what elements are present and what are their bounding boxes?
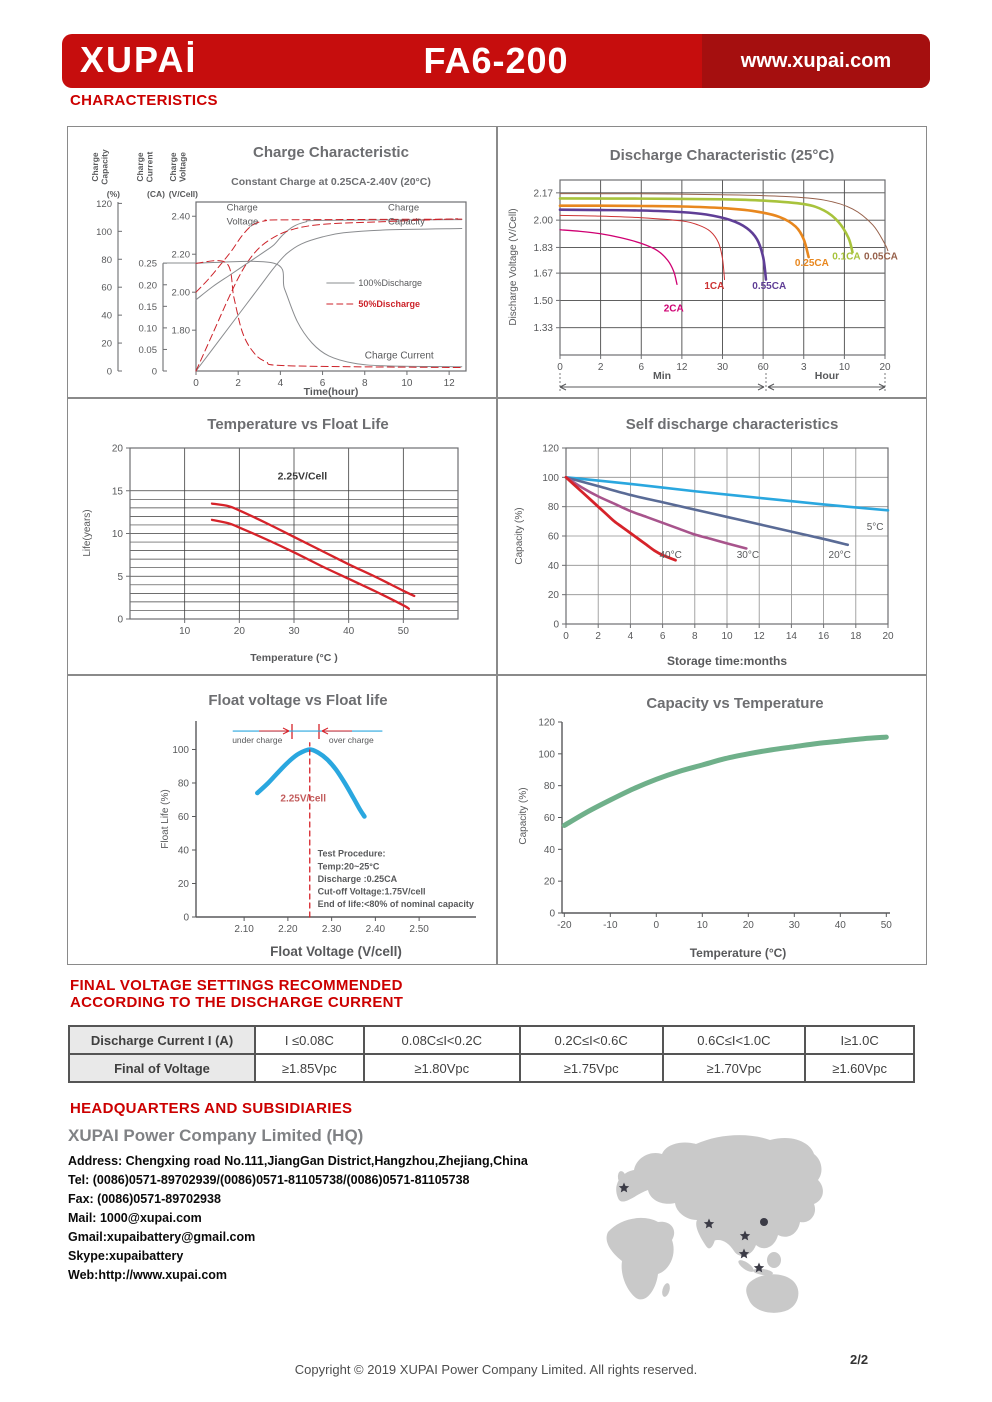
chart-text: -10 xyxy=(603,920,618,931)
chart-text: 0 xyxy=(549,908,555,920)
chart-text: 2 xyxy=(595,631,601,642)
chart-text: 10 xyxy=(838,362,850,373)
chart-text: 8 xyxy=(361,378,368,389)
chart-text: 2.00 xyxy=(171,287,190,299)
chart-text: -20 xyxy=(557,920,572,931)
chart-text: 2.25V/Cell xyxy=(277,470,328,483)
chart-text: 4 xyxy=(277,378,284,389)
final-voltage-heading xyxy=(70,977,403,1011)
final-voltage-table xyxy=(68,1025,915,1083)
value-cell: 0.08C≤I<0.2C xyxy=(364,1026,520,1054)
chart-text: 40 xyxy=(101,310,112,322)
chart-text: 20 xyxy=(742,920,754,931)
chart-text: 10 xyxy=(111,529,123,540)
contact-line: Skype:xupaibattery xyxy=(68,1249,184,1263)
discharge-characteristic-panel xyxy=(497,126,927,398)
chart-text: 0 xyxy=(557,362,563,373)
chart-text: (%) xyxy=(106,189,120,199)
chart-text: 6 xyxy=(659,631,666,642)
chart-text: 12 xyxy=(676,362,688,373)
chart-text: 0.25CA xyxy=(794,257,829,269)
chart-text: 0 xyxy=(151,366,157,378)
chart-text: Voltage xyxy=(226,216,259,228)
chart-text: 100%Discharge xyxy=(358,277,422,288)
chart-text: Capacity xyxy=(387,216,425,228)
island-borneo xyxy=(767,1252,781,1268)
chart-text: 100 xyxy=(542,472,559,484)
contact-line: Mail: 1000@xupai.com xyxy=(68,1211,202,1225)
chart-text: 80 xyxy=(547,502,559,514)
chart-text: Min xyxy=(652,370,672,382)
chart-text: 40 xyxy=(177,845,189,857)
axis-(%) xyxy=(90,149,122,377)
chart-text: under charge xyxy=(232,734,283,745)
chart-text: 6 xyxy=(638,362,645,373)
chart-text: (V/Cell) xyxy=(168,189,198,199)
characteristics-heading: CHARACTERISTICS xyxy=(70,92,218,109)
chart-text: 2.30 xyxy=(321,924,342,935)
chart-text: 10 xyxy=(696,920,708,931)
chart-text: 100 xyxy=(172,744,189,756)
series-capacity-vs-temperature xyxy=(564,737,886,825)
chart-text: 20 xyxy=(177,878,189,890)
chart-text: Test Procedure: xyxy=(317,848,386,859)
chart-text: 80 xyxy=(101,254,112,266)
chart-text: 1.80 xyxy=(171,325,190,337)
value-cell: ≥1.60Vpc xyxy=(805,1054,914,1082)
value-cell: ≥1.75Vpc xyxy=(520,1054,663,1082)
chart-text: 120 xyxy=(542,443,559,455)
chart-text: 30 xyxy=(788,920,800,931)
chart-text: 0.15 xyxy=(138,301,157,313)
chart-text: 16 xyxy=(818,631,830,642)
table-row xyxy=(69,1026,914,1054)
chart-text: Charge Current xyxy=(364,350,434,362)
chart-text: 0.05CA xyxy=(863,251,898,263)
chart-text: Cut-off Voltage:1.75V/cell xyxy=(317,886,426,897)
charge-characteristic-chart xyxy=(68,127,496,397)
chart-text: Charge xyxy=(135,152,145,182)
charge-characteristic-panel xyxy=(67,126,497,398)
x-axis-label: Temperature (°C ) xyxy=(250,652,338,664)
self-discharge-chart xyxy=(498,399,926,674)
chart-text: 5 xyxy=(117,571,123,583)
range-arrows xyxy=(560,370,885,392)
contact-line: Fax: (0086)0571-89702938 xyxy=(68,1192,221,1206)
chart-text: Current xyxy=(144,151,155,183)
chart-text: 40 xyxy=(343,626,355,637)
value-cell: I ≤0.08C xyxy=(255,1026,364,1054)
chart-text: 80 xyxy=(543,781,555,793)
series-charge-capacity-50% xyxy=(196,219,458,371)
chart-text: Charge xyxy=(168,152,178,182)
copyright-text: Copyright © 2019 XUPAI Power Company Limited. All rights reserved. xyxy=(294,1362,698,1377)
value-cell: ≥1.80Vpc xyxy=(364,1054,520,1082)
chart-text: 6 xyxy=(319,378,326,389)
world-map xyxy=(578,1120,838,1335)
row-header-cell: Final of Voltage xyxy=(69,1054,255,1082)
final-voltage-heading-line1: FINAL VOLTAGE SETTINGS RECOMMENDED xyxy=(70,977,403,994)
chart-text: 50 xyxy=(397,626,409,637)
chart-text: 40 xyxy=(547,560,559,572)
chart-text: 30 xyxy=(716,362,729,373)
chart-text: Charge xyxy=(387,202,420,214)
chart-text: 1.83 xyxy=(533,242,553,254)
y-axis-label: Discharge Voltage (V/Cell) xyxy=(508,208,519,326)
website-badge[interactable]: www.xupai.com xyxy=(702,34,930,88)
chart-text: 0.20 xyxy=(138,280,157,292)
y-axis-label: Life(years) xyxy=(82,509,93,557)
x-axis-label: Temperature (°C) xyxy=(689,946,787,960)
brand-logo: XUPAİ xyxy=(80,39,198,80)
chart-title: Discharge Characteristic (25°C) xyxy=(609,147,835,164)
chart-text: 2 xyxy=(597,362,604,373)
page-number: 2/2 xyxy=(850,1352,869,1367)
temperature-float-life-panel xyxy=(67,398,497,675)
company-contact-block xyxy=(68,1152,568,1285)
chart-text: 60 xyxy=(757,362,769,373)
chart-text: 0.1CA xyxy=(832,251,861,263)
chart-text: 1CA xyxy=(704,281,725,293)
chart-text: 2.20 xyxy=(278,924,298,935)
chart-labels xyxy=(232,735,474,909)
chart-text: 60 xyxy=(543,813,555,824)
chart-text: 5°C xyxy=(866,522,884,534)
chart-text: 10 xyxy=(721,631,733,642)
temperature-float-life-chart xyxy=(68,399,496,674)
chart-text: 20 xyxy=(879,362,891,373)
chart-text: 100 xyxy=(538,749,555,761)
x-axis-label: Storage time:months xyxy=(666,654,788,668)
chart-text: 2CA xyxy=(663,303,684,315)
chart-text: 30 xyxy=(288,626,300,637)
chart-text: 60 xyxy=(177,811,189,823)
chart-text: 1.50 xyxy=(533,295,553,307)
series-self-discharge-40C xyxy=(566,477,675,560)
contact-line: Gmail:xupaibattery@gmail.com xyxy=(68,1230,256,1244)
chart-text: Voltage xyxy=(177,151,188,183)
chart-text: 0.55CA xyxy=(752,281,787,293)
chart-text: 1.33 xyxy=(533,323,553,335)
location-dot-marker xyxy=(760,1218,768,1226)
chart-text: 12 xyxy=(443,378,455,389)
x-axis-label: Float Voltage (V/cell) xyxy=(270,944,402,959)
y-axis-label: Capacity (%) xyxy=(514,507,525,565)
chart-text: 0 xyxy=(553,619,559,631)
chart-subtitle: Constant Charge at 0.25CA-2.40V (20°C) xyxy=(231,176,431,188)
chart-text: (CA) xyxy=(147,189,165,199)
x-axis-label: Time(hour) xyxy=(303,386,359,397)
chart-text: 40°C xyxy=(659,550,682,561)
chart-text: Capacity xyxy=(99,149,110,185)
chart-text: 20 xyxy=(547,590,559,602)
chart-text: 0 xyxy=(106,366,112,378)
series-discharge-2CA xyxy=(560,230,677,285)
chart-text: 3 xyxy=(800,362,807,373)
chart-text: 50%Discharge xyxy=(358,298,420,309)
chart-text: 50 xyxy=(880,920,892,931)
chart-text: 2.50 xyxy=(409,924,429,935)
chart-text: 0 xyxy=(117,614,123,626)
chart-text: Charge xyxy=(226,202,258,214)
axis-(V/Cell) xyxy=(168,152,198,337)
chart-text: 0.05 xyxy=(138,344,157,356)
chart-text: 0 xyxy=(653,920,660,931)
value-cell: ≥1.70Vpc xyxy=(663,1054,806,1082)
contact-line: Address: Chengxing road No.111,JiangGan District,Hangzhou,Zhejiang,China xyxy=(68,1154,528,1168)
chart-text: 20 xyxy=(111,443,123,455)
chart-text: 60 xyxy=(547,531,559,543)
chart-text: End of life:<80% of nominal capacity xyxy=(317,898,474,909)
float-voltage-chart xyxy=(68,676,496,964)
island-madagascar xyxy=(661,1282,671,1297)
chart-text: 0.10 xyxy=(138,323,157,335)
chart-text: 4 xyxy=(627,631,634,642)
series-float-life-upper xyxy=(212,504,414,596)
y-axis-label: Float Life (%) xyxy=(160,789,171,849)
chart-text: 2.17 xyxy=(533,188,553,200)
value-cell: 0.6C≤I<1.0C xyxy=(663,1026,806,1054)
grid xyxy=(566,448,888,624)
chart-text: 2.10 xyxy=(234,924,254,935)
chart-text: 12 xyxy=(753,631,765,642)
discharge-characteristic-chart xyxy=(498,127,926,397)
chart-text: 0.25 xyxy=(138,258,157,270)
chart-title: Self discharge characteristics xyxy=(625,416,839,433)
chart-title: Capacity vs Temperature xyxy=(646,695,824,712)
chart-text: 8 xyxy=(692,631,698,642)
charts-grid xyxy=(67,126,927,965)
chart-text: 2.00 xyxy=(533,215,553,227)
chart-text: 15 xyxy=(111,486,123,498)
axes xyxy=(538,718,892,932)
chart-text: 2 xyxy=(235,378,241,389)
model-title: FA6-200 xyxy=(423,40,569,81)
chart-text: 30°C xyxy=(736,550,760,561)
headquarters-heading: HEADQUARTERS AND SUBSIDIARIES xyxy=(70,1100,353,1117)
chart-text: Charge xyxy=(90,152,100,182)
chart-text: 14 xyxy=(785,631,797,642)
value-cell: ≥1.85Vpc xyxy=(255,1054,364,1082)
capacity-temperature-panel xyxy=(497,675,927,965)
chart-title: Float voltage vs Float life xyxy=(208,692,388,709)
chart-labels xyxy=(227,202,434,361)
chart-title: Charge Characteristic xyxy=(253,144,409,161)
value-cell: 0.2C≤I<0.6C xyxy=(520,1026,663,1054)
chart-text: 2.25V/cell xyxy=(280,793,326,805)
contact-line: Web:http://www.xupai.com xyxy=(68,1268,228,1282)
chart-text: 80 xyxy=(177,778,189,790)
chart-text: 20 xyxy=(233,626,245,637)
self-discharge-panel xyxy=(497,398,927,675)
chart-labels xyxy=(664,251,898,314)
chart-text: 0 xyxy=(563,631,569,642)
chart-text: 120 xyxy=(96,198,112,210)
continent-australia xyxy=(746,1274,798,1313)
float-voltage-panel xyxy=(67,675,497,965)
chart-text: 40 xyxy=(834,920,846,931)
company-name: XUPAI Power Company Limited (HQ) xyxy=(68,1126,364,1145)
final-voltage-heading-line2: ACCORDING TO THE DISCHARGE CURRENT xyxy=(70,994,404,1011)
chart-text: 20 xyxy=(543,876,555,888)
value-cell: I≥1.0C xyxy=(805,1026,914,1054)
chart-text: 2.40 xyxy=(171,211,190,223)
chart-text: 1.67 xyxy=(533,268,553,280)
chart-text: 20°C xyxy=(828,550,851,561)
header-banner xyxy=(62,34,930,88)
chart-text: 120 xyxy=(538,717,555,729)
chart-text: 0 xyxy=(193,378,199,389)
chart-text: 2.40 xyxy=(365,924,386,935)
series-float-life-curve xyxy=(257,749,364,816)
chart-text: over charge xyxy=(328,734,374,745)
continents xyxy=(607,1135,823,1313)
contact-line: Tel: (0086)0571-89702939/(0086)0571-81105738/(0086)0571-81105738 xyxy=(68,1173,470,1187)
table-row xyxy=(69,1054,914,1082)
chart-text: 100 xyxy=(96,226,112,238)
island-sumatra xyxy=(737,1258,756,1274)
chart-text: Discharge :0.25CA xyxy=(317,873,398,884)
chart-text: 60 xyxy=(101,282,112,294)
chart-title: Temperature vs Float Life xyxy=(207,416,389,433)
row-header-cell: Discharge Current I (A) xyxy=(69,1026,255,1054)
chart-text: Temp:20~25°C xyxy=(317,861,380,872)
chart-text: 0 xyxy=(183,912,189,924)
chart-text: 2.20 xyxy=(171,249,190,261)
axis-(CA) xyxy=(135,151,167,377)
chart-text: Hour xyxy=(814,370,840,382)
chart-text: 20 xyxy=(882,631,894,642)
chart-labels xyxy=(278,471,328,483)
chart-text: 18 xyxy=(850,631,862,642)
capacity-temperature-chart xyxy=(498,676,926,964)
chart-text: 10 xyxy=(179,626,191,637)
chart-text: 20 xyxy=(101,338,112,350)
chart-text: 10 xyxy=(401,378,413,389)
y-axis-label: Capacity (%) xyxy=(518,787,529,845)
chart-text: 40 xyxy=(543,844,555,856)
series-self-discharge-20C xyxy=(566,477,848,544)
